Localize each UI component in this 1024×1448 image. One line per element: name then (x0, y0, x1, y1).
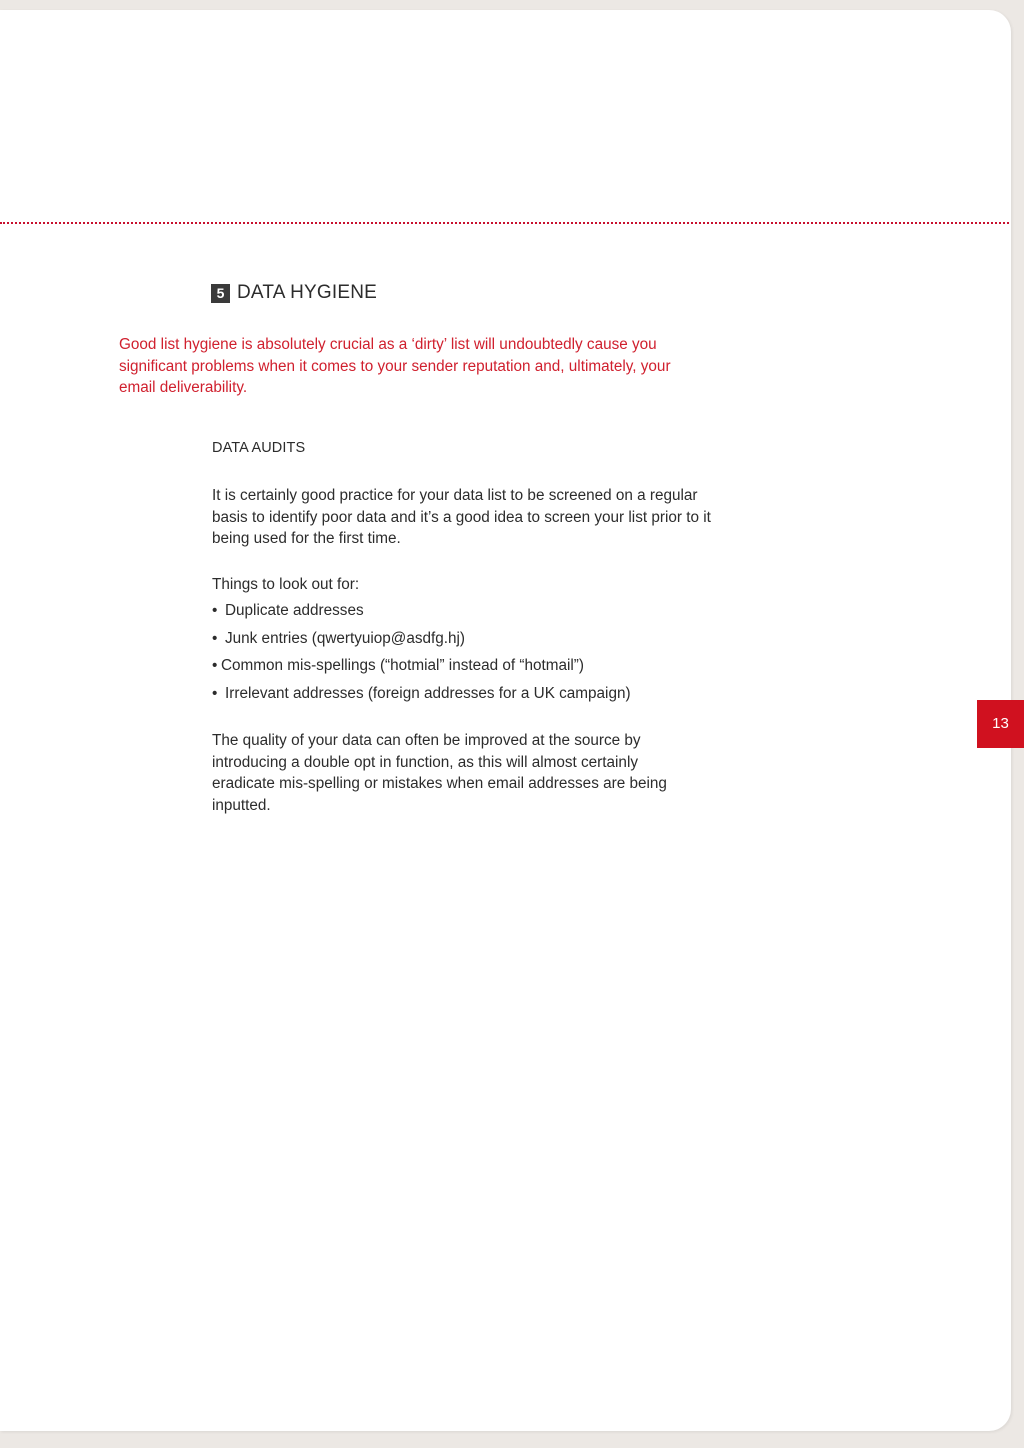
section-heading (211, 282, 377, 304)
bullet-glyph: • (212, 657, 218, 675)
list-item (212, 655, 631, 683)
list-item-text: Duplicate addresses (225, 602, 364, 619)
intro-text: Good list hygiene is absolutely crucial as a ‘dirty’ list will undoubtedly cause you significant problems when it comes to your sender reputation and, ultimately, your email deliverability. (119, 336, 671, 396)
body-paragraph-2: The quality of your data can often be improved at the source by introducing a double opt in function, as this will almost certainly eradicate mis-spelling or mistakes when email addresses are being inputted. (212, 732, 667, 814)
bullet-glyph: • (212, 602, 218, 619)
list-item-text: Common mis-spellings (“hotmial” instead of “hotmail”) (221, 657, 584, 675)
bullet-glyph: • (212, 685, 218, 703)
subheading-data-audits: DATA AUDITS (212, 440, 306, 456)
section-title: DATA HYGIENE (237, 282, 378, 303)
dotted-divider (0, 222, 1009, 224)
body-paragraph-1: It is certainly good practice for your data list to be screened on a regular basis to identify poor data and it’s a good idea to screen your list prior to it being used for the first time. (212, 487, 711, 547)
bullet-glyph: • (212, 629, 218, 647)
list-item (212, 628, 631, 656)
list-item (212, 600, 631, 628)
list-item-text: Junk entries (qwertyuiop@asdfg.hj) (225, 629, 465, 647)
page-sheet (0, 10, 1011, 1431)
page-number-tab: 13 (977, 700, 1024, 748)
section-number-badge: 5 (211, 284, 230, 303)
list-intro-label: Things to look out for: (212, 576, 360, 593)
intro-paragraph (119, 334, 699, 399)
list-item (212, 683, 631, 711)
checklist (212, 600, 631, 711)
list-item-text: Irrelevant addresses (foreign addresses for a UK campaign) (225, 685, 631, 703)
